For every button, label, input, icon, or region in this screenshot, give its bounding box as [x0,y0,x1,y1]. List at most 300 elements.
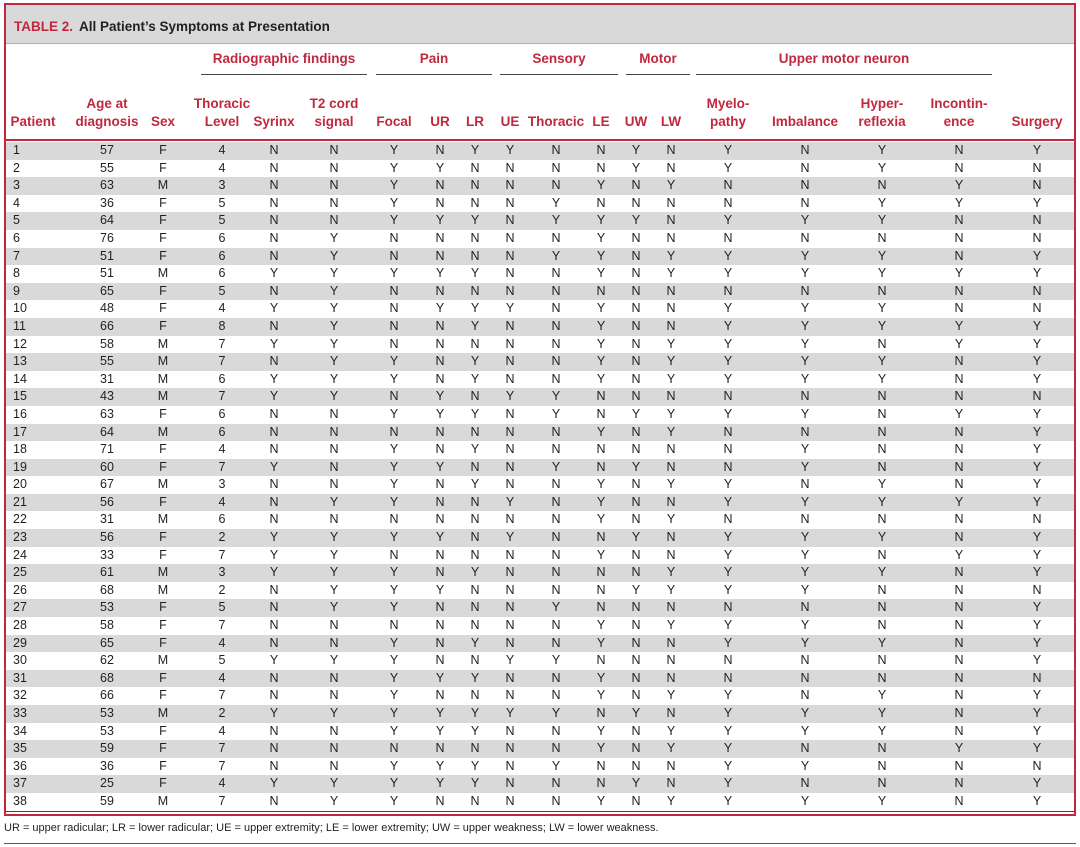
cell-patient: 27 [13,600,27,615]
column-header-lw [661,113,681,131]
table-row [6,617,1074,635]
cell-thoracic-sensory: N [551,582,561,597]
cell-myelopathy: N [723,512,733,527]
column-header-line: Sex [150,114,176,129]
cell-sex: F [159,618,167,633]
table-row [6,388,1074,406]
column-header-line: ence [943,114,975,129]
table-row [6,758,1074,776]
cell-incontinence: N [954,143,964,157]
cell-ur: Y [435,706,445,720]
cell-thoracic-sensory: Y [551,706,561,720]
cell-lw: Y [666,371,676,386]
cell-lw: Y [666,424,676,439]
cell-ue: Y [505,706,515,720]
cell-surgery: Y [1032,195,1042,210]
cell-ur: Y [435,266,445,281]
cell-uw: N [631,547,641,562]
cell-uw: Y [631,213,641,228]
cell-focal: N [389,336,399,351]
cell-lw: Y [666,354,676,369]
cell-myelopathy: Y [723,565,733,580]
cell-surgery: Y [1032,424,1042,439]
cell-uw: N [631,389,641,404]
cell-ur: Y [435,582,445,597]
cell-syrinx: N [269,213,279,228]
cell-imbalance: N [800,424,810,439]
column-header-line: Hyper- [860,96,904,111]
cell-myelopathy: N [723,424,733,439]
cell-t2-cord-signal: Y [329,266,339,281]
table-row [6,406,1074,424]
column-header-thoracic-level [194,95,250,131]
cell-incontinence: N [954,670,964,685]
cell-focal: Y [389,670,399,685]
cell-t2-cord-signal: Y [329,776,339,791]
cell-uw: Y [631,160,641,175]
cell-lr: N [470,424,480,439]
cell-syrinx: Y [269,776,279,791]
cell-incontinence: N [954,793,964,808]
cell-t2-cord-signal: N [329,758,339,773]
cell-thoracic-sensory: N [551,283,561,298]
cell-patient: 35 [13,741,27,756]
cell-surgery: N [1032,512,1042,527]
cell-lr: N [470,600,480,615]
cell-ur: N [435,178,445,193]
cell-le: N [596,389,606,404]
cell-uw: N [631,424,641,439]
column-header-line: UE [500,114,520,129]
cell-syrinx: N [269,195,279,210]
cell-incontinence: N [954,354,964,369]
cell-le: Y [596,618,606,633]
cell-t2-cord-signal: Y [329,283,339,298]
table-row [6,740,1074,758]
cell-lw: N [666,160,676,175]
cell-t2-cord-signal: Y [329,336,339,351]
cell-focal: Y [389,688,399,703]
cell-sex: F [159,195,167,210]
cell-focal: Y [389,213,399,228]
column-header-line: Surgery [1011,114,1063,129]
table-row [6,476,1074,494]
cell-thoracic-sensory: Y [551,406,561,421]
cell-imbalance: Y [800,371,810,386]
table-row [6,775,1074,793]
cell-lr: N [470,195,480,210]
cell-myelopathy: Y [723,618,733,633]
cell-lr: Y [470,406,480,421]
cell-thoracic-sensory: N [551,354,561,369]
cell-age: 57 [100,143,114,157]
cell-le: Y [596,318,606,333]
cell-patient: 6 [13,230,20,245]
cell-syrinx: N [269,354,279,369]
cell-uw: N [631,195,641,210]
cell-hyperreflexia: N [877,653,887,668]
table-row [6,353,1074,371]
cell-t2-cord-signal: Y [329,706,339,720]
table-row [6,687,1074,705]
column-header-sex [151,113,175,131]
cell-thoracic-sensory: N [551,160,561,175]
table-row [6,635,1074,653]
cell-myelopathy: Y [723,266,733,281]
cell-lr: N [470,741,480,756]
cell-sex: M [157,653,169,668]
cell-syrinx: N [269,512,279,527]
cell-lw: N [666,213,676,228]
cell-myelopathy: N [723,230,733,245]
cell-ur: N [435,371,445,386]
cell-uw: N [631,688,641,703]
cell-ur: Y [435,723,445,738]
cell-incontinence: N [954,582,964,597]
cell-lw: N [666,670,676,685]
cell-thoracic-sensory: N [551,178,561,193]
cell-myelopathy: Y [723,336,733,351]
cell-uw: N [631,477,641,492]
cell-lw: N [666,530,676,545]
cell-t2-cord-signal: Y [329,600,339,615]
cell-syrinx: N [269,442,279,457]
cell-le: Y [596,547,606,562]
cell-thoracic-sensory: N [551,336,561,351]
cell-patient: 24 [13,547,27,562]
cell-ur: N [435,793,445,808]
cell-myelopathy: Y [723,706,733,720]
table-row [6,248,1074,266]
cell-lr: N [470,582,480,597]
cell-lr: N [470,230,480,245]
cell-surgery: Y [1032,776,1042,791]
cell-ur: Y [435,530,445,545]
cell-uw: N [631,758,641,773]
cell-ur: N [435,442,445,457]
cell-age: 66 [100,318,114,333]
cell-imbalance: Y [800,635,810,650]
cell-ur: N [435,494,445,509]
column-header-line: LR [466,114,484,129]
table-title [14,19,330,34]
cell-thoracic-sensory: Y [551,248,561,263]
cell-thoracic-sensory: N [551,565,561,580]
cell-ur: N [435,600,445,615]
cell-patient: 13 [13,354,27,369]
cell-thoracic-level: 6 [218,512,226,527]
cell-thoracic-sensory: N [551,301,561,316]
cell-ue: N [505,600,515,615]
cell-focal: N [389,424,399,439]
cell-sex: F [159,230,167,245]
cell-uw: N [631,178,641,193]
cell-ur: Y [435,670,445,685]
cell-thoracic-level: 5 [218,653,226,668]
cell-uw: N [631,248,641,263]
cell-sex: F [159,547,167,562]
cell-thoracic-sensory: Y [551,758,561,773]
cell-hyperreflexia: N [877,547,887,562]
cell-lr: Y [470,371,480,386]
cell-focal: Y [389,706,399,720]
cell-focal: Y [389,371,399,386]
cell-uw: N [631,336,641,351]
cell-age: 65 [100,283,114,298]
cell-sex: F [159,406,167,421]
cell-lr: N [470,389,480,404]
cell-syrinx: N [269,477,279,492]
cell-patient: 4 [13,195,20,210]
cell-sex: M [157,266,169,281]
cell-myelopathy: Y [723,406,733,421]
cell-surgery: Y [1032,336,1042,351]
cell-thoracic-level: 7 [218,758,226,773]
cell-ur: N [435,230,445,245]
column-header-t2-cord-signal [310,95,359,131]
cell-surgery: Y [1032,547,1042,562]
cell-incontinence: N [954,459,964,474]
cell-syrinx: N [269,406,279,421]
cell-lw: N [666,283,676,298]
cell-imbalance: N [800,653,810,668]
cell-lw: Y [666,565,676,580]
cell-sex: M [157,582,169,597]
cell-t2-cord-signal: Y [329,230,339,245]
cell-ur: N [435,283,445,298]
cell-age: 71 [100,442,114,457]
cell-lr: N [470,336,480,351]
cell-lw: N [666,635,676,650]
cell-lr: Y [470,266,480,281]
cell-t2-cord-signal: Y [329,371,339,386]
cell-t2-cord-signal: Y [329,530,339,545]
table-row [6,652,1074,670]
cell-lw: Y [666,248,676,263]
cell-sex: F [159,160,167,175]
cell-patient: 34 [13,723,27,738]
table-row [6,195,1074,213]
cell-ue: Y [505,530,515,545]
cell-patient: 12 [13,336,27,351]
cell-syrinx: N [269,723,279,738]
cell-incontinence: N [954,477,964,492]
cell-syrinx: Y [269,336,279,351]
cell-le: N [596,776,606,791]
cell-surgery: Y [1032,600,1042,615]
cell-lr: Y [470,442,480,457]
cell-patient: 1 [13,143,20,157]
cell-ue: N [505,371,515,386]
cell-le: Y [596,635,606,650]
column-header-line: Syrinx [253,114,295,129]
table-row [6,424,1074,442]
cell-surgery: Y [1032,266,1042,281]
cell-imbalance: N [800,741,810,756]
cell-lw: Y [666,406,676,421]
cell-lw: N [666,143,676,157]
cell-incontinence: Y [954,406,964,421]
cell-syrinx: N [269,143,279,157]
cell-syrinx: Y [269,706,279,720]
table-row [6,371,1074,389]
cell-hyperreflexia: N [877,776,887,791]
cell-age: 55 [100,160,114,175]
cell-sex: F [159,670,167,685]
cell-ue: N [505,477,515,492]
cell-le: Y [596,371,606,386]
cell-ue: N [505,266,515,281]
cell-thoracic-sensory: N [551,318,561,333]
cell-le: Y [596,477,606,492]
cell-imbalance: Y [800,723,810,738]
cell-incontinence: Y [954,318,964,333]
cell-myelopathy: Y [723,354,733,369]
cell-imbalance: N [800,477,810,492]
cell-thoracic-level: 2 [218,530,226,545]
cell-imbalance: N [800,178,810,193]
cell-age: 68 [100,582,114,597]
cell-sex: F [159,776,167,791]
cell-le: N [596,582,606,597]
cell-myelopathy: N [723,600,733,615]
cell-focal: Y [389,530,399,545]
cell-ue: N [505,741,515,756]
cell-lw: N [666,389,676,404]
cell-focal: N [389,389,399,404]
cell-myelopathy: Y [723,477,733,492]
cell-hyperreflexia: N [877,582,887,597]
cell-age: 53 [100,706,114,720]
cell-imbalance: Y [800,618,810,633]
cell-ur: N [435,424,445,439]
cell-age: 36 [100,195,114,210]
cell-thoracic-sensory: N [551,424,561,439]
cell-t2-cord-signal: N [329,723,339,738]
column-header-focal [376,113,411,131]
cell-surgery: Y [1032,494,1042,509]
cell-age: 63 [100,178,114,193]
group-rule-upper-motor-neuron [696,74,992,75]
cell-syrinx: N [269,178,279,193]
table-row [6,511,1074,529]
cell-incontinence: N [954,213,964,228]
cell-ue: N [505,776,515,791]
cell-sex: M [157,565,169,580]
cell-t2-cord-signal: N [329,213,339,228]
cell-syrinx: Y [269,653,279,668]
cell-patient: 18 [13,442,27,457]
cell-t2-cord-signal: N [329,143,339,157]
table-frame [4,3,1076,816]
cell-incontinence: N [954,600,964,615]
cell-thoracic-level: 4 [218,776,226,791]
cell-incontinence: N [954,442,964,457]
cell-myelopathy: N [723,389,733,404]
table-row [6,212,1074,230]
cell-hyperreflexia: Y [877,635,887,650]
cell-myelopathy: Y [723,301,733,316]
cell-thoracic-sensory: N [551,793,561,808]
cell-hyperreflexia: N [877,459,887,474]
cell-hyperreflexia: N [877,442,887,457]
cell-thoracic-sensory: N [551,547,561,562]
cell-incontinence: N [954,723,964,738]
cell-thoracic-level: 4 [218,494,226,509]
cell-lw: Y [666,688,676,703]
cell-imbalance: Y [800,248,810,263]
cell-sex: F [159,248,167,263]
cell-incontinence: N [954,248,964,263]
cell-lr: N [470,512,480,527]
cell-lr: N [470,283,480,298]
cell-le: Y [596,512,606,527]
cell-focal: N [389,301,399,316]
cell-myelopathy: Y [723,213,733,228]
cell-myelopathy: Y [723,741,733,756]
cell-age: 64 [100,424,114,439]
cell-hyperreflexia: Y [877,530,887,545]
cell-ur: Y [435,758,445,773]
cell-uw: N [631,565,641,580]
cell-lw: N [666,776,676,791]
cell-sex: F [159,442,167,457]
cell-hyperreflexia: Y [877,565,887,580]
cell-ue: N [505,793,515,808]
cell-t2-cord-signal: Y [329,389,339,404]
cell-le: N [596,406,606,421]
column-header-line: Imbalance [771,114,839,129]
cell-uw: N [631,618,641,633]
cell-age: 33 [100,547,114,562]
cell-le: N [596,653,606,668]
cell-ue: N [505,160,515,175]
cell-lw: N [666,600,676,615]
cell-lr: Y [470,670,480,685]
cell-imbalance: Y [800,530,810,545]
cell-lw: N [666,442,676,457]
cell-patient: 25 [13,565,27,580]
cell-age: 56 [100,530,114,545]
table-row [6,318,1074,336]
cell-incontinence: Y [954,266,964,281]
cell-myelopathy: N [723,442,733,457]
column-header-hyperreflexia [858,95,905,131]
cell-lw: N [666,318,676,333]
cell-ur: N [435,741,445,756]
cell-patient: 32 [13,688,27,703]
cell-thoracic-sensory: Y [551,195,561,210]
column-header-syrinx [253,113,294,131]
cell-age: 67 [100,477,114,492]
column-header-age [75,95,138,131]
cell-imbalance: N [800,688,810,703]
cell-focal: Y [389,406,399,421]
cell-myelopathy: N [723,283,733,298]
cell-ur: N [435,565,445,580]
cell-myelopathy: Y [723,635,733,650]
table-row [6,336,1074,354]
cell-sex: M [157,706,169,720]
cell-uw: Y [631,530,641,545]
cell-ue: N [505,670,515,685]
cell-lw: Y [666,582,676,597]
cell-patient: 31 [13,670,27,685]
cell-lw: N [666,758,676,773]
cell-thoracic-level: 6 [218,248,226,263]
cell-focal: N [389,618,399,633]
cell-age: 68 [100,670,114,685]
